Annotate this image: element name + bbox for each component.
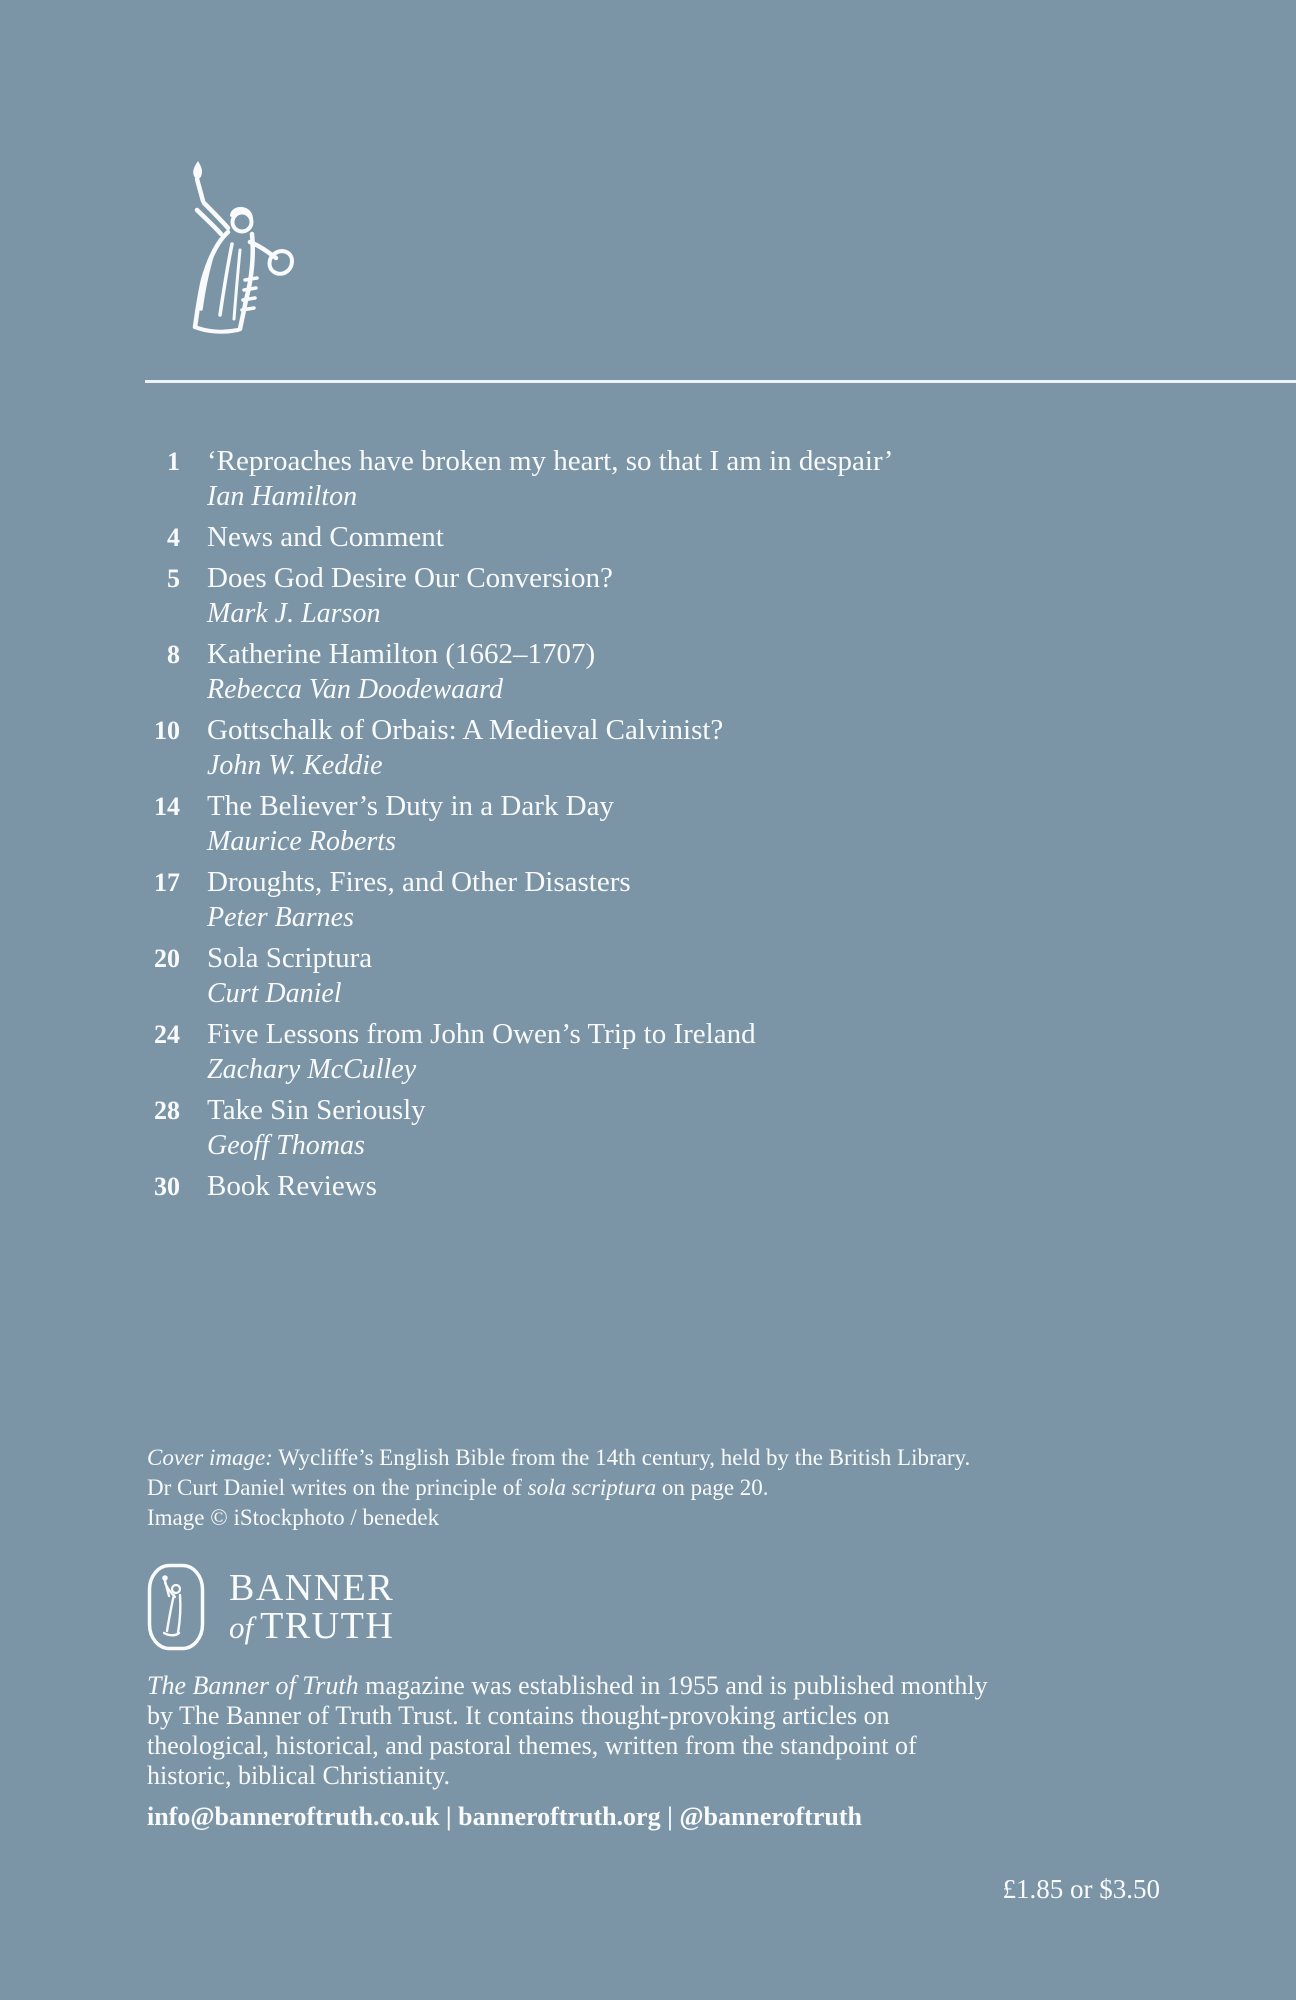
text-line: by The Banner of Truth Trust. It contains thought-provoking articles on	[147, 1701, 890, 1730]
about-paragraph	[147, 1671, 988, 1791]
toc-title: Book Reviews	[207, 1170, 377, 1202]
toc-author: Rebecca Van Doodewaard	[207, 674, 503, 705]
standard-bearer-icon	[153, 158, 305, 338]
toc-title: Droughts, Fires, and Other Disasters	[207, 866, 631, 898]
toc-author: Ian Hamilton	[207, 481, 358, 512]
toc-title: Sola Scriptura	[207, 942, 373, 974]
wordmark-of-truth	[229, 1607, 394, 1647]
cover-image-note	[147, 1443, 970, 1533]
toc-title: ‘Reproaches have broken my heart, so that I am in despair’	[207, 445, 894, 477]
toc-row	[120, 1093, 893, 1163]
text-line: Image © iStockphoto / benedek	[147, 1505, 440, 1530]
toc-author: John W. Keddie	[207, 750, 383, 781]
text-line: historic, biblical Christianity.	[147, 1761, 451, 1790]
toc-title: News and Comment	[207, 521, 444, 553]
toc-row	[120, 637, 893, 707]
toc-entry-text	[207, 561, 613, 631]
brand-logo	[147, 1563, 394, 1651]
toc-row	[120, 789, 893, 859]
toc-entry-text	[207, 444, 893, 514]
toc-page-number: 24	[154, 1020, 180, 1049]
toc-page-number: 14	[154, 792, 180, 821]
toc-row	[120, 713, 893, 783]
banner-of-truth-badge-icon	[147, 1563, 205, 1651]
toc-page-number: 4	[167, 523, 180, 552]
toc-row	[120, 444, 893, 514]
toc-title: Five Lessons from John Owen’s Trip to Ireland	[207, 1018, 756, 1050]
wordmark-truth: TRUTH	[260, 1605, 395, 1647]
toc-author: Curt Daniel	[207, 978, 342, 1009]
toc-author: Mark J. Larson	[207, 598, 381, 629]
text-line: Dr Curt Daniel writes on the principle of sola scriptura on page 20.	[147, 1475, 769, 1500]
toc-entry-text	[207, 865, 631, 935]
brand-wordmark	[229, 1569, 394, 1647]
toc-title: The Believer’s Duty in a Dark Day	[207, 790, 614, 822]
toc-list	[120, 444, 893, 1210]
toc-page-number: 30	[154, 1172, 180, 1201]
text-line: Cover image: Wycliffe’s English Bible from the 14th century, held by the British Library.	[147, 1445, 971, 1470]
text-line: The Banner of Truth magazine was established in 1955 and is published monthly	[147, 1671, 988, 1700]
toc-title: Katherine Hamilton (1662–1707)	[207, 638, 596, 670]
toc-page-number: 10	[154, 716, 180, 745]
toc-entry-text	[207, 713, 723, 783]
toc-row	[120, 520, 893, 555]
toc-title: Take Sin Seriously	[207, 1094, 426, 1126]
toc-page-number: 17	[154, 868, 180, 897]
toc-page-number: 1	[167, 447, 180, 476]
toc-author: Peter Barnes	[207, 902, 354, 933]
toc-entry-text	[207, 520, 444, 555]
toc-row	[120, 1017, 893, 1087]
text-line: theological, historical, and pastoral themes, written from the standpoint of	[147, 1731, 917, 1760]
toc-row	[120, 561, 893, 631]
divider-rule	[145, 380, 1296, 383]
toc-page-number: 28	[154, 1096, 180, 1125]
toc-entry-text	[207, 1093, 426, 1163]
wordmark-banner: BANNER	[229, 1567, 395, 1609]
toc-entry-text	[207, 1169, 377, 1204]
toc-row	[120, 865, 893, 935]
toc-row	[120, 1169, 893, 1204]
price-label: £1.85 or $3.50	[1002, 1874, 1160, 1904]
toc-page-number: 8	[167, 640, 180, 669]
toc-entry-text	[207, 1017, 756, 1087]
toc-author: Maurice Roberts	[207, 826, 396, 857]
toc-entry-text	[207, 789, 614, 859]
toc-page-number: 20	[154, 944, 180, 973]
toc-author: Zachary McCulley	[207, 1054, 417, 1085]
toc-entry-text	[207, 941, 372, 1011]
contact-line: info@banneroftruth.co.uk | banneroftruth.org | @banneroftruth	[147, 1802, 862, 1831]
wordmark-of: of	[229, 1610, 254, 1645]
toc-entry-text	[207, 637, 595, 707]
toc-author: Geoff Thomas	[207, 1130, 365, 1161]
toc-title: Gottschalk of Orbais: A Medieval Calvinist?	[207, 714, 724, 746]
toc-page-number: 5	[167, 564, 180, 593]
toc-title: Does God Desire Our Conversion?	[207, 562, 613, 594]
toc-row	[120, 941, 893, 1011]
